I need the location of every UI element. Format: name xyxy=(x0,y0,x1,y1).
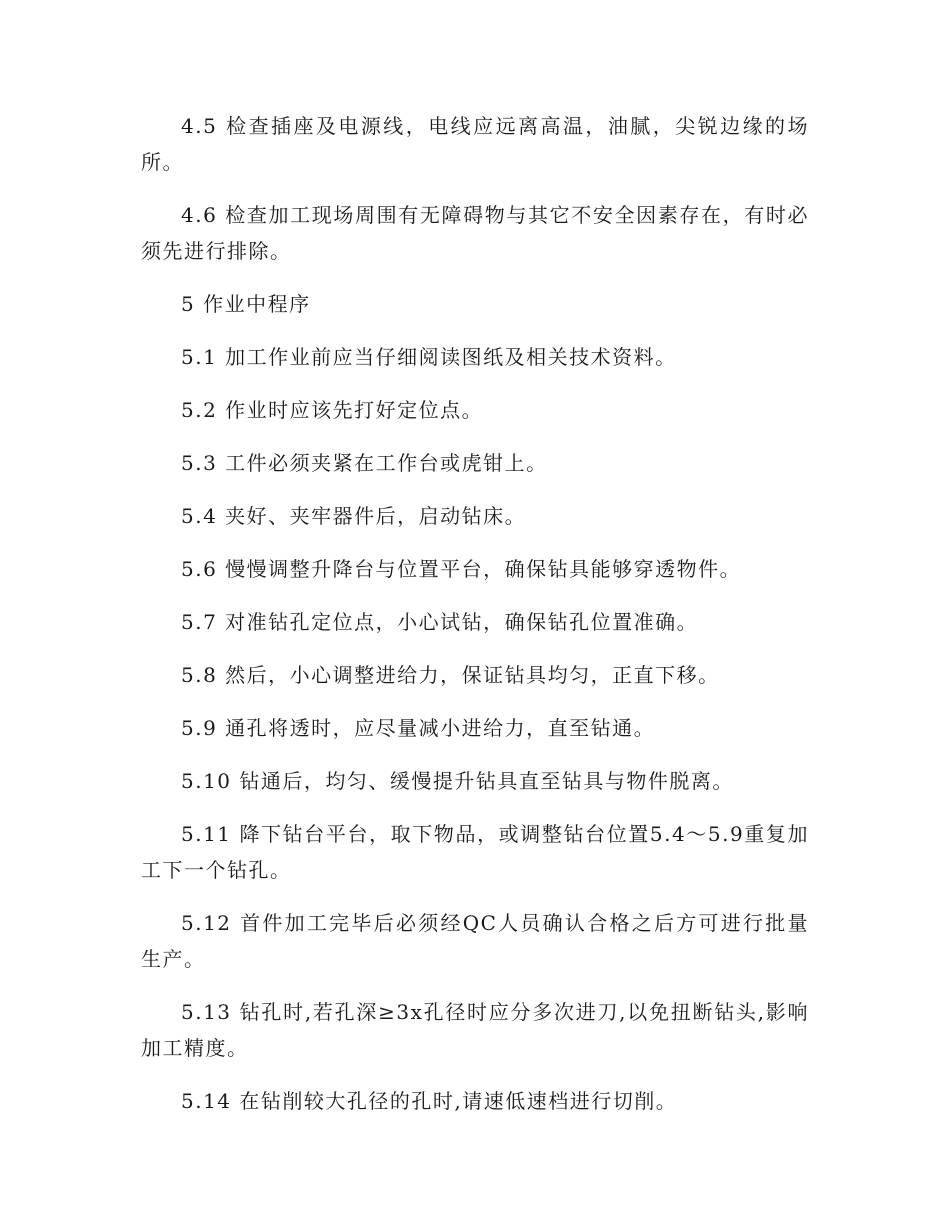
paragraph-5-4: 5.4 夹好、夹牢器件后，启动钻床。 xyxy=(181,504,527,528)
paragraph-5-9: 5.9 通孔将透时，应尽量减小进给力，直至钻通。 xyxy=(181,716,656,740)
paragraph-5-12: 5.12 首件加工完毕后必须经QC人员确认合格之后方可进行批量生产。 xyxy=(141,911,809,971)
paragraph-5-2: 5.2 作业时应该先打好定位点。 xyxy=(181,398,484,422)
document-body xyxy=(141,108,809,1136)
paragraph-4-5: 4.5 检查插座及电源线，电线应远离高温，油腻，尖锐边缘的场所。 xyxy=(141,114,809,174)
paragraph-5-14: 5.14 在钻削较大孔径的孔时,请速低速档进行切削。 xyxy=(181,1089,678,1113)
paragraph-5-13: 5.13 钻孔时,若孔深≥3x孔径时应分多次进刀,以免扭断钻头,影响加工精度。 xyxy=(141,1000,809,1060)
paragraph-5-7: 5.7 对准钻孔定位点，小心试钻，确保钻孔位置准确。 xyxy=(181,610,699,634)
section-heading-5: 5 作业中程序 xyxy=(181,292,311,316)
paragraph-5-1: 5.1 加工作业前应当仔细阅读图纸及相关技术资料。 xyxy=(181,345,677,369)
paragraph-5-6: 5.6 慢慢调整升降台与位置平台，确保钻具能够穿透物件。 xyxy=(181,557,742,581)
paragraph-5-11: 5.11 降下钻台平台，取下物品，或调整钻台位置5.4～5.9重复加工下一个钻孔。 xyxy=(141,822,809,882)
paragraph-5-3: 5.3 工件必须夹紧在工作台或虎钳上。 xyxy=(181,451,548,475)
paragraph-4-6: 4.6 检查加工现场周围有无障碍物与其它不安全因素存在，有时必须先进行排除。 xyxy=(141,203,809,263)
paragraph-5-8: 5.8 然后，小心调整进给力，保证钻具均匀，正直下移。 xyxy=(181,663,720,687)
paragraph-5-10: 5.10 钻通后，均匀、缓慢提升钻具直至钻具与物件脱离。 xyxy=(181,769,734,793)
